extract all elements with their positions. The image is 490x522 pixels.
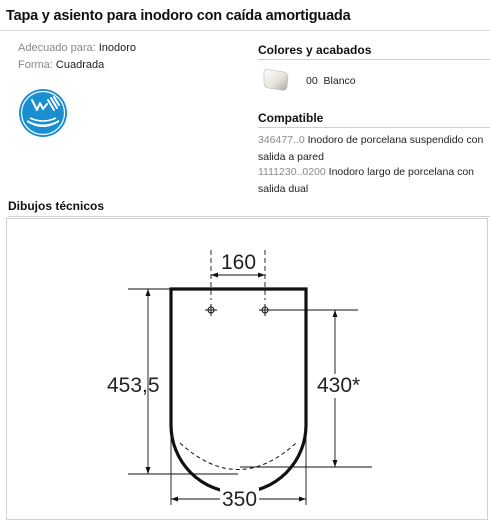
- dimension-label-160: 160: [221, 251, 257, 274]
- colors-heading: Colores y acabados: [258, 43, 372, 57]
- compatible-item-description: Inodoro de porcelana suspendido con salida a pared: [258, 134, 484, 163]
- arrow-430-bottom: [333, 460, 338, 467]
- dimension-label-453-5: 453,5: [107, 374, 160, 397]
- attribute-label: Forma:: [18, 59, 53, 71]
- mounting-hole-right: [259, 304, 271, 316]
- arrow-160-right: [258, 273, 265, 278]
- mounting-hole-left: [205, 304, 217, 316]
- compatible-item-code: 1111230..0200: [258, 166, 326, 178]
- arrow-350-left: [171, 497, 178, 502]
- product-title: Tapa y asiento para inodoro con caída amortiguada: [6, 8, 351, 24]
- compatible-item-description: Inodoro largo de porcelana con salida dual: [258, 166, 475, 195]
- dimension-label-430: 430*: [317, 374, 361, 397]
- seat-outline: [171, 289, 306, 493]
- dimension-label-350: 350: [222, 488, 258, 511]
- color-name: Blanco: [323, 75, 356, 87]
- attribute-label: Adecuado para:: [18, 42, 96, 54]
- attribute-value: Inodoro: [98, 42, 137, 54]
- compatible-heading: Compatible: [258, 111, 324, 125]
- arrow-453-bottom: [146, 467, 151, 474]
- bowl-outline-dashed: [180, 443, 296, 470]
- arrow-160-left: [211, 273, 218, 278]
- attribute-value: Cuadrada: [55, 59, 105, 71]
- compatible-item-code: 346477..0: [258, 134, 305, 146]
- color-code: 00: [306, 75, 318, 87]
- technical-drawings-heading: Dibujos técnicos: [8, 199, 105, 213]
- arrow-453-top: [146, 289, 151, 296]
- arrow-430-top: [333, 310, 338, 317]
- arrow-350-right: [299, 497, 306, 502]
